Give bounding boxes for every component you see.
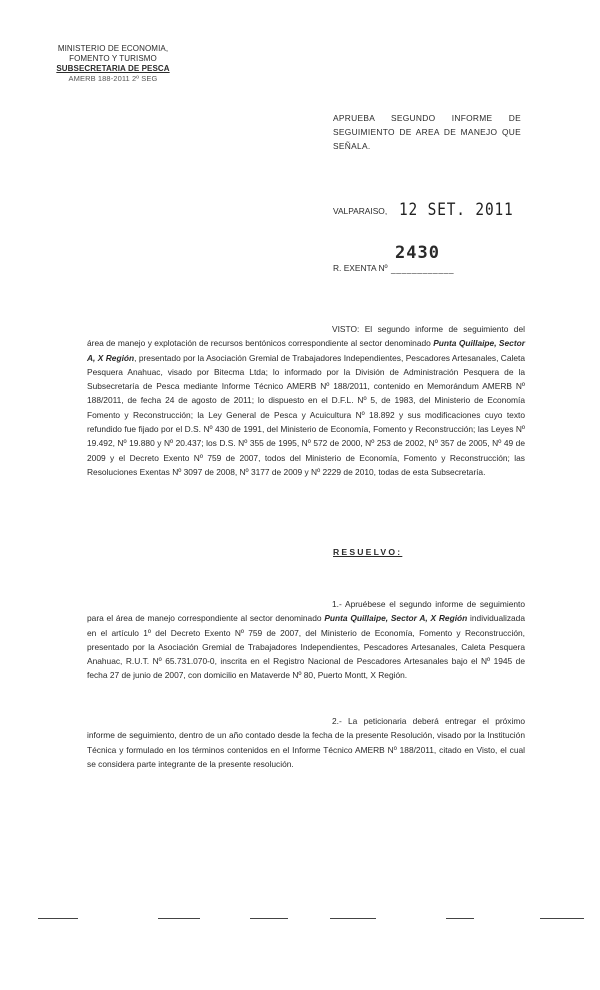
item1-area-name: Punta Quillaipe, Sector A, X Región bbox=[324, 613, 468, 624]
visto-paragraph bbox=[87, 322, 525, 479]
visto-area-name: Punta Quillaipe, Sector A, X Región bbox=[87, 338, 525, 363]
resolution-number: 2430 bbox=[395, 243, 440, 263]
ministry-header bbox=[48, 44, 178, 84]
resolution-label: R. EXENTA Nº bbox=[333, 263, 388, 273]
subsecretariat-name: SUBSECRETARIA DE PESCA bbox=[56, 64, 170, 73]
visto-text-start: VISTO: El segundo informe de seguimiento del área de manejo y explotación de recursos bentónicos correspondiente al sector denominado bbox=[87, 324, 525, 349]
ministry-name-line1: MINISTERIO DE ECONOMIA, bbox=[57, 44, 169, 53]
footer-rule-6 bbox=[540, 918, 584, 919]
resolution-number-underline: ____________ bbox=[391, 264, 455, 274]
ministry-name-line2: FOMENTO Y TURISMO bbox=[69, 54, 157, 63]
document-subject: APRUEBA SEGUNDO INFORME DE SEGUIMIENTO DE AREA DE MANEJO QUE SEÑALA. bbox=[333, 113, 521, 151]
resuelvo-heading: RESUELVO: bbox=[333, 547, 403, 557]
footer-rule-3 bbox=[250, 918, 288, 919]
resolution-number-line bbox=[333, 243, 503, 273]
footer-rule-4 bbox=[330, 918, 376, 919]
item1-text-start: 1.- Apruébese el segundo informe de seguimiento para el área de manejo correspondiente al sector denominado bbox=[87, 599, 525, 624]
footer-rule-5 bbox=[446, 918, 474, 919]
footer-rule-1 bbox=[38, 918, 78, 919]
visto-text-rest: , presentado por la Asociación Gremial de Trabajadores Independientes, Pescadores Artesanales, Caleta Pesquera Anahuac, visado por Bitecma Ltda; lo informado por la División de Administración Pesquera de la Subsecretaría de Pesca mediante Informe Técnico AMERB Nº 188/2011, contenido en Memorándum AMERB Nº 188/2011, de fecha 24 de agosto de 2011; lo dispuesto en el D.F.L. Nº 5, de 1983, del Ministerio de Economía Fomento y Reconstrucción; la Ley General de Pesca y Acuicultura Nº 18.892 y sus modificaciones cuyo texto refundido fue fijado por el D.S. Nº 430 de 1991, del Ministerio de Economía, Fomento y Reconstrucción; las Leyes Nº 19.492, Nº 19.880 y Nº 20.437; los D.S. Nº 355 de 1995, Nº 572 de 2000, Nº 253 de 2002, Nº 357 de 2005, Nº 49 de 2009 y el Decreto Exento Nº 759 de 2007, todos del Ministerio de Economía, Fomento y Reconstrucción; las Resoluciones Exentas Nº 3097 de 2008, Nº 3177 de 2009 y Nº 2229 de 2010, todas de esta Subsecretaría. bbox=[87, 352, 526, 477]
date-stamp: 12 SET. 2011 bbox=[399, 200, 514, 220]
footer-rule-2 bbox=[158, 918, 200, 919]
resolution-item-1 bbox=[87, 597, 525, 683]
resolution-item-2 bbox=[87, 714, 525, 771]
item1-text-rest: individualizada en el artículo 1º del Decreto Exento Nº 759 de 2007, del Ministerio de Economía, Fomento y Reconstrucción, presentado por la Asociación Gremial de Trabajadores Independientes, Pescadores Artesanales, Caleta Pesquera Anahuac, R.U.T. Nº 65.731.070-0, inscrita en el Registro Nacional de Pescadores Artesanales bajo el Nº 1945 de fecha 27 de junio de 2007, con domicilio en Mataverde Nº 80, Puerto Montt, X Región. bbox=[87, 613, 525, 681]
date-city: VALPARAISO, bbox=[333, 206, 388, 216]
item2-text: 2.- La peticionaria deberá entregar el próximo informe de seguimiento, dentro de un año contado desde la fecha de la presente Resolución, visado por la Institución Técnica y formulado en los términos contenidos en el Informe Técnico AMERB Nº 188/2011, citado en Visto, el cual se considera parte integrante de la presente resolución. bbox=[87, 716, 525, 769]
file-reference: AMERB 188-2011 2º SEG bbox=[68, 74, 158, 83]
